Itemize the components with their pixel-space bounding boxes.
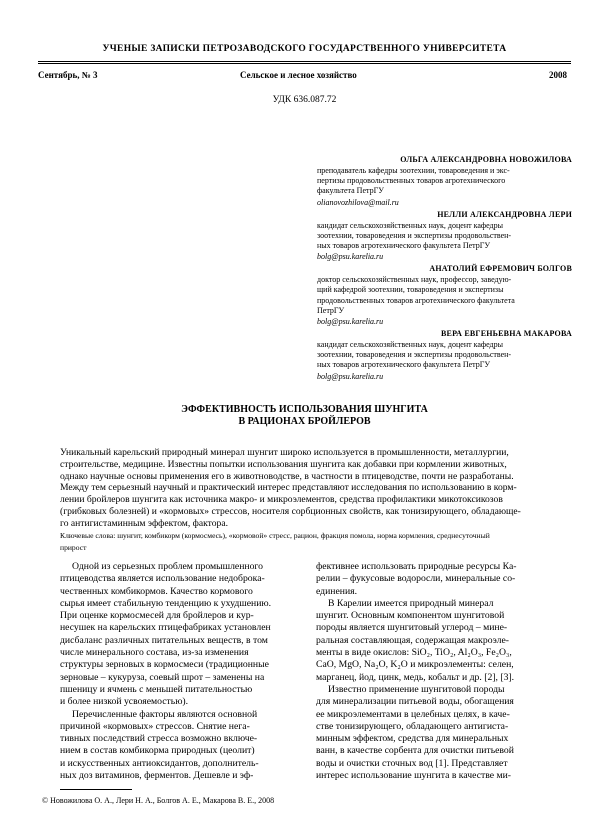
body-line: и искусственных антиоксидантов, дополнитель- [60,757,259,769]
body-line: породы является шунгитовый углерод – мине- [316,622,508,634]
author-email[interactable]: bolg@psu.karelia.ru [317,371,384,381]
abstract-line: (грибковых болезней) и «кормовых» стрессов, носителя сорбционных свойств, как тонизирующего, обладающе- [60,505,521,517]
body-line: Одной из серьезных проблем промышленного [72,561,264,572]
body-line: пшеницу и ячмень с меньшей питательностью [60,683,253,695]
body-line: чественных комбикормов. Качество кормового [60,585,253,597]
author-affiliation: факультета ПетрГУ [317,186,384,196]
body-line: нием в состав комбикорма природных (цеолит) [60,745,255,757]
author-affiliation: пертизы продовольственных товаров агротехнического [317,176,506,186]
body-line: фективнее использовать природные ресурсы Ка- [316,561,517,572]
abstract-line: го антигистаминным эффектом, фактора. [60,517,228,529]
author-affiliation: преподаватель кафедры зоотехнии, товароведения и экс- [317,166,510,175]
author-email[interactable]: bolg@psu.karelia.ru [317,252,384,262]
abstract-line: однако научные основы применения его в животноводстве, в частности в птицеводстве, почти не разработаны. [60,470,514,482]
keywords-line: Ключевые слова: шунгит, комбикорм (кормосмесь), «кормовой» стресс, рацион, фракция помола, норма кормления, среднесуточный [60,531,490,540]
author-name: ОЛЬГА АЛЕКСАНДРОВНА НОВОЖИЛОВА [400,155,572,164]
body-line: числе минерального состава, из-за изменения [60,647,249,659]
body-line: минным эффектом, средства для минеральных [316,733,509,745]
body-line: птицеводства является использование недоброка- [60,573,265,585]
abstract-line: Уникальный карельский природный минерал шунгит широко используется в промышленности, металлургии, [60,447,509,458]
udk-code: УДК 636.087.72 [272,95,337,105]
body-line: несушек на карельских птицефабриках установлен [60,622,271,634]
author-block [317,155,572,384]
body-line: сырья имеет стабильную тенденцию к ухудшению. [60,597,272,609]
body-line: CaO, MgO, Na₂O, K₂O и микроэлементы: селен, [316,659,514,671]
author-name: НЕЛЛИ АЛЕКСАНДРОВНА ЛЕРИ [437,209,572,219]
body-line: и более низкой усвояемостью). [60,696,189,708]
body-line: дисбаланс различных питательных веществ, в том [60,634,268,646]
body-line: шунгит. Основным компонентом шунгитовой [316,610,505,622]
author-affiliation: доктор сельскохозяйственных наук, профессор, заведую- [317,275,512,285]
body-line: менты в виде окислов: SiO₂, TiO₂, Al₂O₃, Fe₂O₃, [316,647,512,659]
author-affiliation: щий кафедрой зоотехнии, товароведения и экспертизы [317,285,504,295]
body-column-left [60,561,306,782]
abstract-line: Между тем серьезный научный и практический интерес представляют исследования по использованию в корм- [60,482,517,494]
issue-year: 2008 [549,70,567,80]
abstract-line: лении бройлеров шунгита как источника макро- и микроэлементов, средства профилактики микотоксикозов [60,494,503,506]
body-line: марганец, йод, цинк, медь, кобальт и др. [2], [3]. [316,671,515,683]
article-title [0,404,609,428]
body-line: ных доз витаминов, ферментов. Дешевле и эф- [60,770,254,782]
author-email[interactable]: olianovozhilova@mail.ru [317,197,399,207]
author-affiliation: ных товаров агротехнического факультета ПетрГУ [317,360,491,370]
author-entry [317,210,572,263]
author-affiliation: зоотехнии, товароведения и экспертизы продовольствен- [317,230,512,240]
body-line: Перечисленные факторы являются основной [72,708,258,720]
author-entry [317,155,572,208]
section-name: Сельское и лесное хозяйство [240,70,357,80]
body-line: При оценке кормосмесей для бройлеров и кур- [60,610,254,622]
keywords [60,530,552,553]
author-affiliation: кандидат сельскохозяйственных наук, доцент кафедры [317,220,503,230]
body-line: ральная составляющая, содержащая макроэле- [316,634,509,646]
body-column-right [316,561,562,782]
footnote-rule [60,789,132,790]
article-title-line: В РАЦИОНАХ БРОЙЛЕРОВ [238,416,371,427]
author-entry [317,264,572,327]
body-line: воды и очистки сточных вод [1]. Представляет [316,757,508,769]
body-line: Известно применение шунгитовой породы [328,683,505,695]
body-line: релии – фукусовые водоросли, минеральные со- [316,573,516,585]
author-name: АНАТОЛИЙ ЕФРЕМОВИЧ БОЛГОВ [429,264,572,274]
author-entry [317,329,572,382]
body-line: стве тонизирующего, обладающего антигиста- [316,720,509,732]
author-affiliation: ных товаров агротехнического факультета ПетрГУ [317,241,491,251]
author-affiliation: кандидат сельскохозяйственных наук, доцент кафедры [317,340,503,350]
body-line: ее микроэлементами в целебных целях, в каче- [316,708,510,720]
body-line: ванн, в качестве сорбента для очистки питьевой [316,745,514,757]
body-line: структуры зерновых в кормосмеси (традиционные [60,659,269,671]
author-affiliation: зоотехнии, товароведения и экспертизы продовольствен- [317,350,512,360]
abstract-line: строительстве, медицине. Известны попытки использования шунгита как добавки при кормлении животных, [60,458,507,470]
header-rule [38,61,571,62]
keywords-line: прирост [60,542,87,552]
body-line: единения. [316,585,358,597]
journal-title: УЧЕНЫЕ ЗАПИСКИ ПЕТРОЗАВОДСКОГО ГОСУДАРСТВЕННОГО УНИВЕРСИТЕТА [102,44,507,54]
issue-number: Сентябрь, № 3 [38,70,98,80]
body-line: для минерализации питьевой воды, обогащения [316,696,514,708]
author-affiliation: ПетрГУ [317,305,345,315]
copyright-footnote: © Новожилова О. А., Лери Н. А., Болгов А. Е., Макарова В. Е., 2008 [42,796,275,805]
header-rule [38,63,571,64]
author-email[interactable]: bolg@psu.karelia.ru [317,317,384,327]
body-line: В Карелии имеется природный минерал [328,597,494,609]
body-line: зерновые – кукуруза, соевый шрот – заменены на [60,671,265,683]
body-line: тивных последствий стресса возможно включе- [60,733,258,745]
author-name: ВЕРА ЕВГЕНЬЕВНА МАКАРОВА [441,329,572,339]
abstract [60,447,552,530]
body-line: интерес использование шунгита в качестве ми- [316,770,512,782]
author-affiliation: продовольственных товаров агротехнического факультета [317,295,515,305]
body-line: причиной «кормовых» стрессов. Снятие нега- [60,720,250,732]
article-title-line: ЭФФЕКТИВНОСТЬ ИСПОЛЬЗОВАНИЯ ШУНГИТА [181,404,428,415]
